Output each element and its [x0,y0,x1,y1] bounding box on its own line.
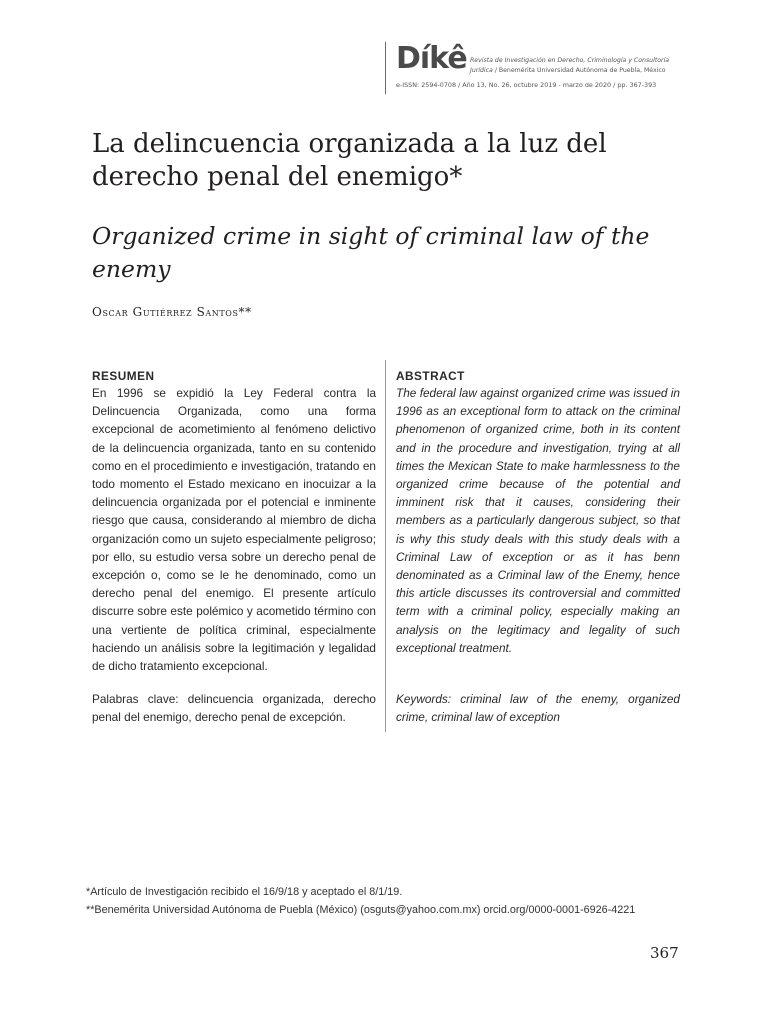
resumen-body: En 1996 se expidió la Ley Federal contra la Delincuencia Organizada, como una forma excepcional de acometimiento al fenómeno delictivo de la delincuencia organizada, tanto en su contenido como en el procedimiento e investigación, tratando en todo momento el Estado mexicano en inocuizar a la delincuencia organizada por el potencial e inminente riesgo que causa, considerando al miembro de dicha organización como un sujeto especialmente peligroso; por ello, su estudio versa sobre un derecho penal de excepción o, como se le he denominado, como un derecho penal del enemigo. El presente artículo discurre sobre este polémico y acometido término con una vertiente de política criminal, especialmente haciendo un análisis sobre la legitimación y legalidad de dicho tratamiento excepcional. [92,386,376,674]
issn-line: e-ISSN: 2594-0708 / Año 13, No. 26, octubre 2019 - marzo de 2020 / pp. 367-393 [396,81,657,89]
resumen-keywords: Palabras clave: delincuencia organizada, derecho penal del enemigo, derecho penal de excepción. [92,692,376,725]
journal-title-italic: Revista de Investigación en Derecho, Criminología y Consultoría Jurídica [470,57,670,74]
abstract-heading: ABSTRACT [396,369,465,383]
abstract-body: The federal law against organized crime was issued in 1996 as an exceptional form to attack on the criminal phenomenon of organized crime, both in its content and in the procedure and investigation, trying at all times the Mexican State to make harmlessness to the organized crime because of the potential and imminent risk that it causes, considering their members as a particularly dangerous subject, so that is why this study deals with this study deals with a Criminal Law of exception or as it has benn denominated as a Criminal law of the Enemy, hence this article discusses its controversial and committed term with a criminal policy, especially making an analysis on the legitimacy and legality of such exceptional treatment. [396,386,680,655]
journal-logo: Díkê [396,41,467,76]
abstract-section [396,368,680,657]
footnote-author: **Benemérita Universidad Autónoma de Puebla (México) (osguts@yahoo.com.mx) orcid.org/0000-0001-6926-4221 [86,904,636,916]
author-name: Oscar Gutiérrez Santos** [92,305,252,319]
title-english: Organized crime in sight of criminal law of the enemy [92,222,650,283]
page-number: 367 [650,944,679,962]
resumen-heading: RESUMEN [92,369,155,383]
journal-institution: / Benemérita Universidad Autónoma de Puebla, México [492,67,666,74]
footnote-article: *Artículo de Investigación recibido el 16/9/18 y aceptado el 8/1/19. [86,886,403,898]
header-divider [385,42,386,94]
column-divider [385,360,386,732]
abstract-keywords: Keywords: criminal law of the enemy, organized crime, criminal law of exception [396,692,680,725]
resumen-section [92,368,376,675]
title-spanish: La delincuencia organizada a la luz del derecho penal del enemigo* [92,129,607,192]
journal-name [470,56,690,76]
